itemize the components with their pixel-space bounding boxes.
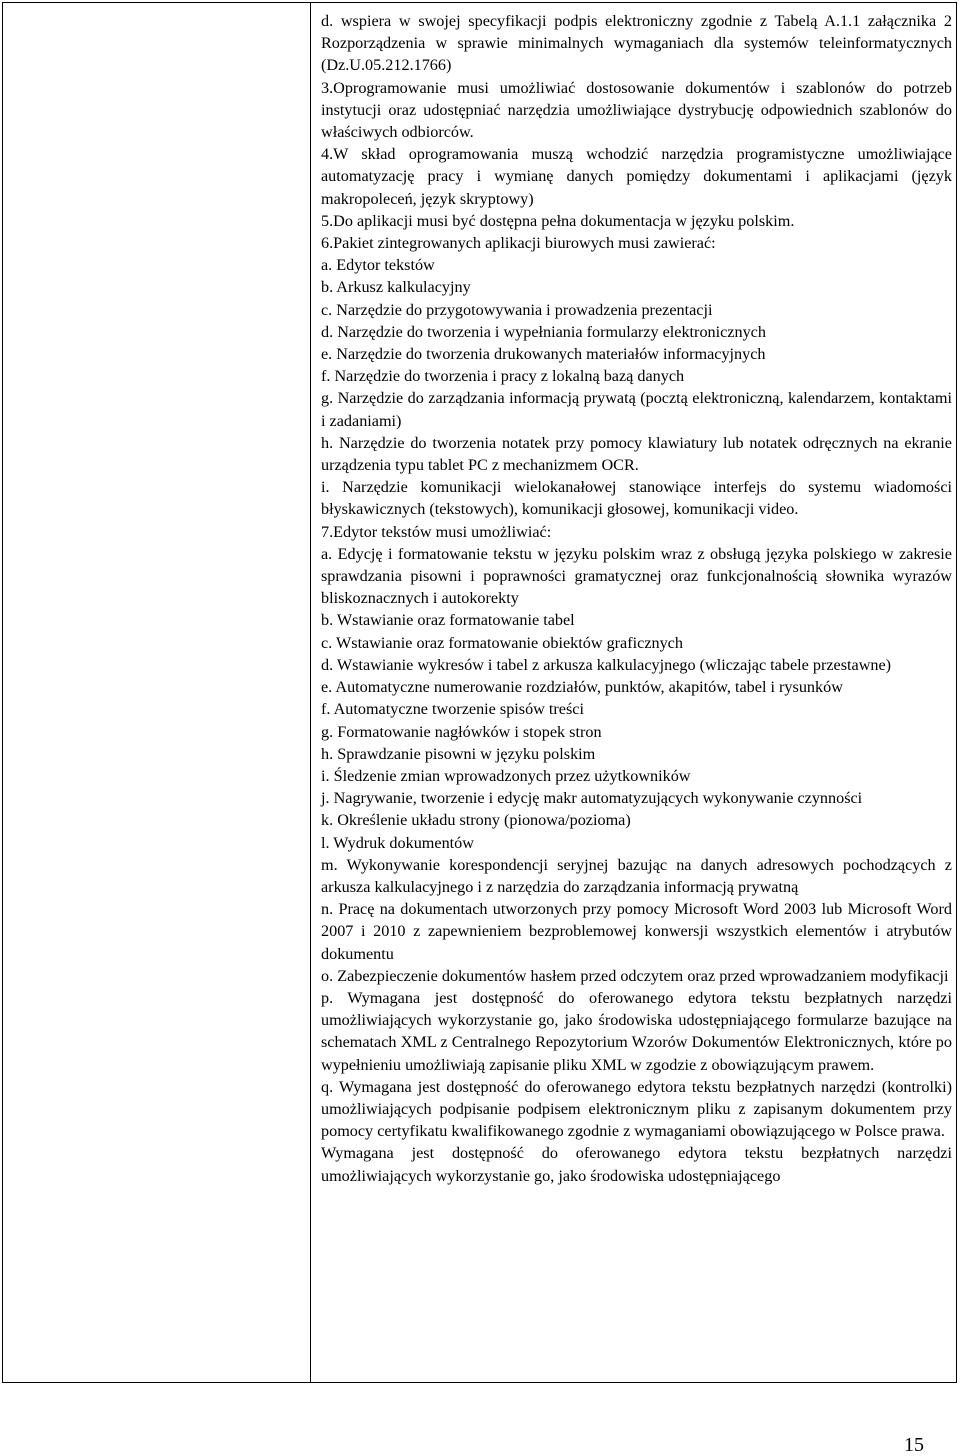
req-6c-presentation: c. Narzędzie do przygotowywania i prowadzenia prezentacji: [321, 300, 713, 319]
requirements-content: [321, 10, 952, 1187]
req-6e-publishing: e. Narzędzie do tworzenia drukowanych materiałów informacyjnych: [321, 345, 766, 364]
req-6f-database: f. Narzędzie do tworzenia i pracy z lokalną bazą danych: [321, 367, 685, 386]
req-3-templates: 3.Oprogramowanie musi umożliwiać dostosowanie dokumentów i szablonów do potrzeb instytucji oraz udostępniać narzędzia umożliwiające dystrybucję odpowiednich szablonów do właściwych odbiorców.: [321, 78, 952, 142]
req-6a-text-editor: a. Edytor tekstów: [321, 256, 435, 275]
req-7b-tables: b. Wstawianie oraz formatowanie tabel: [321, 611, 575, 630]
req-7e-numbering: e. Automatyczne numerowanie rozdziałów, punktów, akapitów, tabel i rysunków: [321, 678, 843, 697]
req-7p-xml-forms: p. Wymagana jest dostępność do oferowanego edytora tekstu bezpłatnych narzędzi umożliwiających wykorzystanie go, jako środowiska udostępniającego formularze bazujące na schematach XML z Centralnego Repozytorium Wzorów Dokumentów Elektronicznych, które po wypełnieniu umożliwiają zapisanie pliku XML w zgodzie z obowiązującym prawem.: [321, 988, 952, 1074]
req-7k-page-layout: k. Określenie układu strony (pionowa/pozioma): [321, 811, 631, 830]
req-6b-spreadsheet: b. Arkusz kalkulacyjny: [321, 278, 471, 297]
page-number: 15: [904, 1434, 924, 1456]
req-7f-toc: f. Automatyczne tworzenie spisów treści: [321, 700, 584, 719]
req-continued: Wymagana jest dostępność do oferowanego edytora tekstu bezpłatnych narzędzi umożliwiających wykorzystanie go, jako środowiska udostępniającego: [321, 1144, 952, 1185]
req-6g-pim: g. Narzędzie do zarządzania informacją prywatą (pocztą elektroniczną, kalendarzem, kontaktami i zadaniami): [321, 389, 952, 430]
req-7l-printing: l. Wydruk dokumentów: [321, 833, 474, 852]
req-d-electronic-signature: d. wspiera w swojej specyfikacji podpis elektroniczny zgodnie z Tabelą A.1.1 załącznika 2 Rozporządzenia w sprawie minimalnych wymaganiach dla systemów teleinformatycznych (Dz.U.05.212.1766): [321, 12, 952, 75]
req-7-editor-heading: 7.Edytor tekstów musi umożliwiać:: [321, 522, 552, 541]
req-7m-mail-merge: m. Wykonywanie korespondencji seryjnej bazując na danych adresowych pochodzących z arkusza kalkulacyjnego i z narzędzia do zarządzania informacją prywatną: [321, 855, 952, 896]
requirements-cell: [311, 3, 956, 1382]
req-6-suite-heading: 6.Pakiet zintegrowanych aplikacji biurowych musi zawierać:: [321, 234, 716, 253]
req-6h-notes: h. Narzędzie do tworzenia notatek przy pomocy klawiatury lub notatek odręcznych na ekranie urządzenia typu tablet PC z mechanizmem OCR.: [321, 433, 952, 475]
requirements-table: [2, 2, 957, 1383]
req-7o-password: o. Zabezpieczenie dokumentów hasłem przed odczytem oraz przed wprowadzaniem modyfikacji: [321, 966, 949, 985]
req-7j-macros: j. Nagrywanie, tworzenie i edycję makr automatyzujących wykonywanie czynności: [321, 789, 863, 808]
left-empty-cell: [3, 3, 311, 1382]
req-7h-spellcheck: h. Sprawdzanie pisowni w języku polskim: [321, 744, 596, 763]
req-4-programming-tools: 4.W skład oprogramowania muszą wchodzić narzędzia programistyczne umożliwiające automatyzację pracy i wymianę danych pomiędzy dokumentami i aplikacjami (język makropoleceń, język skryptowy): [321, 145, 952, 208]
req-7i-track-changes: i. Śledzenie zmian wprowadzonych przez użytkowników: [321, 766, 691, 785]
req-7n-compatibility: n. Pracę na dokumentach utworzonych przy pomocy Microsoft Word 2003 lub Microsoft Word 2007 i 2010 z zapewnieniem bezproblemowej konwersji wszystkich elementów i atrybutów dokumentu: [321, 900, 952, 963]
req-7q-signature: q. Wymagana jest dostępność do oferowanego edytora tekstu bezpłatnych narzędzi (kontrolki) umożliwiających podpisanie podpisem elektronicznym pliku z zapisanym dokumentem przy pomocy certyfikatu kwalifikowanego zgodnie z wymaganiami obowiązującego w Polsce prawa.: [321, 1077, 952, 1141]
req-7c-graphics: c. Wstawianie oraz formatowanie obiektów graficznych: [321, 633, 683, 652]
req-7a-editing: a. Edycję i formatowanie tekstu w języku polskim wraz z obsługą języka polskiego w zakresie sprawdzania pisowni i poprawności gramatycznej oraz funkcjonalnością słownika wyrazów bliskoznacznych i autokorekty: [321, 544, 952, 608]
req-6d-forms: d. Narzędzie do tworzenia i wypełniania formularzy elektronicznych: [321, 322, 766, 341]
req-6i-communication: i. Narzędzie komunikacji wielokanałowej stanowiące interfejs do systemu wiadomości błyskawicznych (tekstowych), komunikacji głosowej, komunikacji video.: [321, 478, 952, 519]
req-7g-headers-footers: g. Formatowanie nagłówków i stopek stron: [321, 722, 602, 741]
req-5-documentation: 5.Do aplikacji musi być dostępna pełna dokumentacja w języku polskim.: [321, 211, 795, 230]
req-7d-charts: d. Wstawianie wykresów i tabel z arkusza kalkulacyjnego (wliczając tabele przestawne): [321, 655, 892, 674]
